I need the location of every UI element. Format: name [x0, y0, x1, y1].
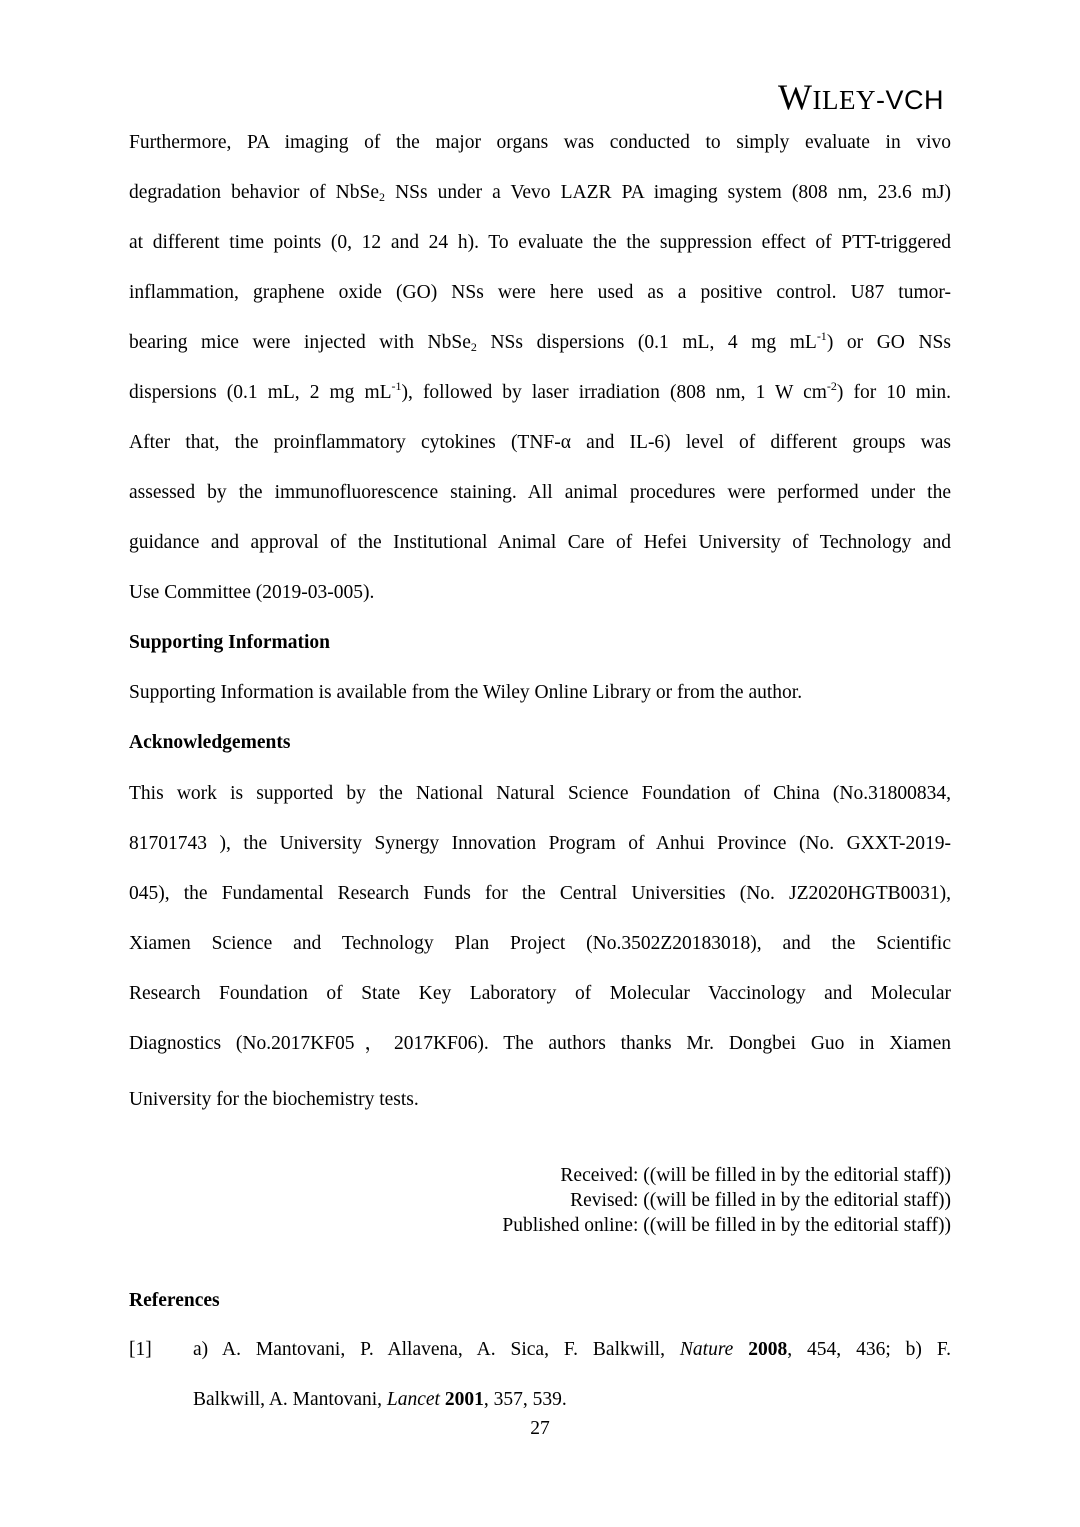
acknowledgements-heading: Acknowledgements: [129, 732, 291, 753]
revised-date: Revised: ((will be filled in by the editorial staff)): [570, 1190, 951, 1211]
text-line: University for the biochemistry tests.: [129, 1089, 419, 1110]
text-line: 81701743 ), the University Synergy Innovation Program of Anhui Province (No. GXXT-2019-: [129, 833, 951, 854]
text-line: assessed by the immunofluorescence staining. All animal procedures were performed under the: [129, 482, 951, 503]
supporting-info-heading: Supporting Information: [129, 632, 330, 653]
text-line: at different time points (0, 12 and 24 h). To evaluate the the suppression effect of PTT-triggered: [129, 232, 951, 253]
text-line: bearing mice were injected with NbSe$_2$ NSs dispersions (0.1 mL, 4 mg $mL^{-1}$) or GO NSs: [129, 329, 951, 354]
reference-line: Balkwill, A. Mantovani, Lancet 2001, 357, 539.: [193, 1389, 567, 1410]
references-heading: References: [129, 1290, 220, 1311]
received-date: Received: ((will be filled in by the editorial staff)): [560, 1165, 951, 1186]
logo-initial: W: [778, 77, 813, 117]
text-line: 045), the Fundamental Research Funds for the Central Universities (No. JZ2020HGTB0031),: [129, 883, 951, 904]
text-line: Research Foundation of State Key Laboratory of Molecular Vaccinology and Molecular: [129, 983, 951, 1004]
text-line: Furthermore, PA imaging of the major organs was conducted to simply evaluate in vivo: [129, 132, 951, 153]
reference-number: [1]: [129, 1339, 152, 1360]
publisher-logo: [778, 76, 944, 118]
logo-vch: -VCH: [876, 85, 944, 115]
reference-line: a) A. Mantovani, P. Allavena, A. Sica, F. Balkwill, Nature 2008, 454, 436; b) F.: [193, 1339, 951, 1360]
supporting-info-text: Supporting Information is available from the Wiley Online Library or from the author.: [129, 682, 803, 703]
submission-dates: [502, 1163, 951, 1238]
text-line: This work is supported by the National Natural Science Foundation of China (No.31800834,: [129, 783, 951, 804]
published-date: Published online: ((will be filled in by the editorial staff)): [502, 1215, 951, 1236]
text-line: Diagnostics (No.2017KF05，2017KF06). The authors thanks Mr. Dongbei Guo in Xiamen: [129, 1033, 951, 1054]
text-line: After that, the proinflammatory cytokines (TNF-α and IL-6) level of different groups was: [129, 432, 951, 453]
text-line: Use Committee (2019-03-005).: [129, 582, 375, 603]
text-line: Xiamen Science and Technology Plan Project (No.3502Z20183018), and the Scientific: [129, 933, 951, 954]
text-line: degradation behavior of NbSe$_2$ NSs under a Vevo LAZR PA imaging system (808 nm, 23.6 mJ): [129, 182, 951, 204]
page-number: 27: [530, 1418, 550, 1439]
text-line: inflammation, graphene oxide (GO) NSs were here used as a positive control. U87 tumor-: [129, 282, 951, 303]
logo-smallcaps: ILEY: [812, 85, 876, 115]
text-line: dispersions (0.1 mL, 2 mg $mL^{-1}$), followed by laser irradiation (808 nm, 1 W $cm^{-2}$) for 10 min.: [129, 379, 951, 403]
text-line: guidance and approval of the Institutional Animal Care of Hefei University of Technology and: [129, 532, 951, 553]
